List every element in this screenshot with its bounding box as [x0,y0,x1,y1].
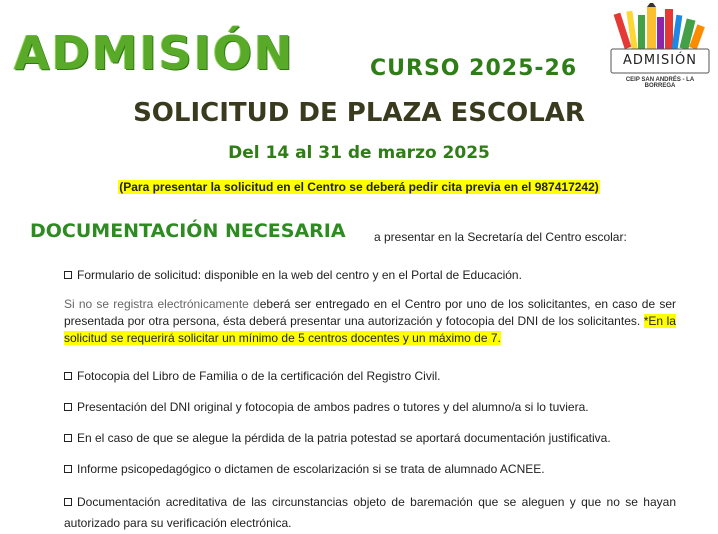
checkbox-icon [64,372,72,380]
list-item [64,267,522,283]
logo-school-name: CEIP SAN ANDRÉS - LA BORREGA [625,77,695,89]
page-subtitle: SOLICITUD DE PLAZA ESCOLAR [133,98,585,128]
paragraph-grey-text: Si no se registra electrónicamente d [64,297,260,311]
admision-logo [605,3,715,91]
appointment-note-text: (Para presentar la solicitud en el Centro se deberá pedir cita previa en el 987417242) [119,180,599,194]
list-item [64,492,676,534]
checkbox-icon [64,403,72,411]
date-range: Del 14 al 31 de marzo 2025 [228,143,490,163]
checkbox-icon [64,271,72,279]
appointment-note [0,181,718,193]
checkbox-icon [64,498,72,506]
paragraph-main-text: eberá ser entregado en el Centro por uno de los solicitantes, en caso de ser presentada por otra persona, ésta deberá presentar una autorización y fotocopia del DNI de los solicitantes. [64,297,677,328]
documentation-heading-suffix: a presentar en la Secretaría del Centro escolar: [374,230,627,244]
admision-title: ADMISIÓN [14,26,295,80]
documentation-heading: DOCUMENTACIÓN NECESARIA [30,220,346,242]
checkbox-icon [64,434,72,442]
list-item-text: En el caso de que se alegue la pérdida de la patria potestad se aportará documentación justificativa. [77,431,611,445]
submission-paragraph [64,296,676,347]
list-item-text: Fotocopia del Libro de Familia o de la certificación del Registro Civil. [77,369,441,383]
logo-text: ADMISIÓN [623,53,697,68]
list-item-text: Informe psicopedagógico o dictamen de escolarización si se trata de alumnado ACNEE. [77,462,545,476]
list-item-text: Presentación del DNI original y fotocopia de ambos padres o tutores y del alumno/a si lo tuviera. [77,400,589,414]
list-item [64,399,589,415]
list-item-text: Formulario de solicitud: disponible en la web del centro y en el Portal de Educación. [77,268,522,282]
list-item [64,461,545,477]
course-label: CURSO 2025-26 [370,56,578,81]
list-item [64,368,441,384]
paragraph-highlight-text: *En la solicitud se requerirá solicitar un mínimo de 5 centros docentes y un máximo de 7. [64,314,676,345]
checkbox-icon [64,465,72,473]
list-item-text: Documentación acreditativa de las circunstancias objeto de baremación que se aleguen y que no se hayan autorizado para su verificación electrónica. [64,495,676,530]
list-item [64,430,611,446]
